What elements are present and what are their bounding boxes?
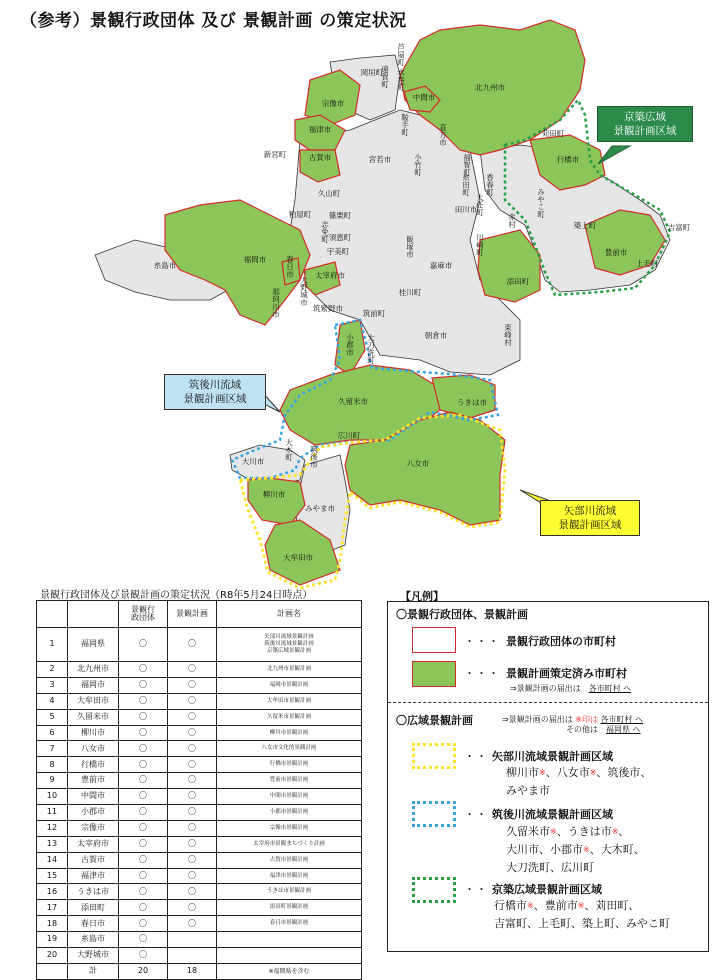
row-plan-name: 福津市景観計画 — [217, 868, 362, 884]
municipality-label: 直方市 — [438, 123, 448, 146]
table-row — [37, 900, 362, 916]
municipality-label: 糸島市 — [153, 261, 177, 270]
table-row — [37, 662, 362, 678]
legend-dots-plan: ・・・ — [464, 667, 500, 680]
row-name: 宗像市 — [68, 820, 119, 836]
row-plan: 〇 — [168, 836, 217, 852]
municipality-label: 嘉麻市 — [429, 261, 453, 270]
municipality-label: 行橋市 — [556, 155, 580, 164]
legend-dots-chikugo: ・・・ — [464, 808, 500, 821]
table-row — [37, 948, 362, 964]
table-row — [37, 836, 362, 852]
row-no: 11 — [37, 805, 68, 821]
municipality-label: 福智町 — [462, 153, 472, 176]
row-admin-body: 〇 — [119, 900, 168, 916]
note1-prefix: ⇒景観計画の届出は — [510, 684, 581, 693]
area-ukiha — [432, 375, 495, 418]
mark-asterisk: ※ — [611, 827, 619, 836]
row-admin-body: 〇 — [119, 948, 168, 964]
row-no: 12 — [37, 820, 68, 836]
row-plan: 〇 — [168, 805, 217, 821]
note2-prefix: ⇒景観計画の届出は — [502, 715, 573, 724]
row-no: 10 — [37, 789, 68, 805]
row-plan: 〇 — [168, 900, 217, 916]
page-title: （参考）景観行政団体 及び 景観計画 の策定状況 — [20, 11, 407, 31]
row-name: 福岡県 — [68, 628, 119, 662]
municipality-label: みやこ町 — [536, 188, 546, 218]
row-plan-name: 宗像市景観計画 — [217, 820, 362, 836]
row-name: 久留米市 — [68, 709, 119, 725]
swatch-admin — [412, 627, 456, 653]
keichiku-members-line2: 吉富町、上毛町、築上町、みやこ町 — [494, 917, 670, 930]
municipality-label: 岡垣町 — [360, 68, 384, 77]
municipality-label: 小竹町 — [413, 153, 423, 176]
municipality-label: 太宰府市 — [315, 271, 345, 280]
note2-link: 各市町村 へ — [600, 715, 644, 724]
row-admin-body: 〇 — [119, 916, 168, 932]
row-plan — [168, 932, 217, 948]
row-plan: 〇 — [168, 741, 217, 757]
row-no: 17 — [37, 900, 68, 916]
row-plan-name: 久留米市景観計画 — [217, 709, 362, 725]
row-plan-name — [217, 948, 362, 964]
municipality-label: 古賀市 — [308, 153, 332, 162]
status-table — [36, 600, 362, 980]
municipality-label: 中間市 — [412, 93, 436, 102]
row-admin-body: 〇 — [119, 662, 168, 678]
table-row — [37, 789, 362, 805]
legend-chikugo-title: 筑後川流域景観計画区域 — [492, 808, 613, 821]
municipality-label: 香春町 — [485, 173, 495, 196]
mark-asterisk: ※ — [527, 901, 534, 910]
table-header-row — [37, 601, 362, 628]
header-no — [37, 601, 68, 628]
municipality-label: 芦屋町 — [396, 43, 406, 66]
row-no: 18 — [37, 916, 68, 932]
table-row — [37, 820, 362, 836]
chikugo-members-line1: 久留米市※、うきは市※、 — [506, 825, 630, 838]
mark-asterisk: ※ — [589, 768, 597, 777]
municipality-label: 広川町 — [337, 431, 361, 440]
row-admin-body: 〇 — [119, 677, 168, 693]
municipality-label: 宇美町 — [326, 247, 350, 256]
row-admin-body: 〇 — [119, 805, 168, 821]
row-plan: 〇 — [168, 884, 217, 900]
municipality-label: 新宮町 — [263, 150, 287, 159]
row-plan: 〇 — [168, 789, 217, 805]
keichiku-members-line1: 行橋市※、豊前市※、苅田町、 — [494, 899, 640, 912]
municipality-label: 筑紫野市 — [313, 304, 343, 313]
row-admin-body: 〇 — [119, 773, 168, 789]
municipality-label: 大刀洗町 — [366, 334, 376, 364]
row-plan-name: 柳川市景観計画 — [217, 725, 362, 741]
legend-yabe-members — [506, 764, 651, 800]
row-plan: 〇 — [168, 868, 217, 884]
row-no: 1 — [37, 628, 68, 662]
table-row — [37, 725, 362, 741]
row-plan-name: 豊前市景観計画 — [217, 773, 362, 789]
callout-chikugo: 筑後川流域 景観計画区域 — [164, 374, 266, 410]
row-admin-body: 〇 — [119, 852, 168, 868]
municipality-label: 福岡市 — [243, 255, 267, 264]
municipality-label: 上毛町 — [635, 259, 659, 268]
row-no: 13 — [37, 836, 68, 852]
municipality-label: 宗像市 — [321, 99, 345, 108]
row-admin-body: 〇 — [119, 868, 168, 884]
swatch-keichiku — [412, 877, 456, 903]
legend-section1-title: 〇景観行政団体、景観計画 — [396, 608, 528, 621]
municipality-label: 大牟田市 — [283, 553, 313, 562]
municipality-label: 北九州市 — [475, 83, 505, 92]
area-soeda — [478, 230, 540, 302]
municipality-label: 桂川町 — [398, 288, 422, 297]
header-plan-name: 計画名 — [217, 601, 362, 628]
mark-asterisk: ※ — [550, 827, 557, 836]
row-plan-name: 福岡市景観計画 — [217, 677, 362, 693]
swatch-yabe — [412, 743, 456, 769]
row-no: 16 — [37, 884, 68, 900]
note2b-prefix: その他は — [566, 725, 598, 734]
legend-chikugo-members — [506, 823, 645, 877]
row-name: 福津市 — [68, 868, 119, 884]
row-no: 19 — [37, 932, 68, 948]
legend-keichiku-members — [494, 897, 670, 933]
legend-separator — [388, 702, 708, 703]
legend — [387, 601, 709, 952]
yabe-members-line2: みやま市 — [506, 784, 550, 797]
row-name: 福岡市 — [68, 677, 119, 693]
row-admin-body: 〇 — [119, 628, 168, 662]
municipality-label: 筑後市 — [309, 445, 319, 468]
municipality-label: 苅田町 — [541, 129, 565, 138]
municipality-label: 志免町 — [320, 220, 330, 243]
row-admin-body: 〇 — [119, 820, 168, 836]
municipality-label: 八女市 — [406, 459, 430, 468]
yabe-members-line1: 柳川市※、八女市※、筑後市、 — [506, 766, 652, 779]
swatch-chikugo — [412, 801, 456, 827]
table-row — [37, 884, 362, 900]
legend-dots-admin: ・・・ — [464, 635, 500, 648]
table-row — [37, 916, 362, 932]
row-plan: 〇 — [168, 709, 217, 725]
municipality-label: 田川市 — [454, 205, 478, 214]
table-row — [37, 693, 362, 709]
municipality-label: 筑前町 — [362, 309, 386, 318]
municipality-label: 遠賀町 — [380, 65, 390, 88]
total-plan: 18 — [168, 963, 217, 979]
pointer-keichiku — [598, 146, 630, 164]
row-name: 添田町 — [68, 900, 119, 916]
municipality-label: 粕屋町 — [288, 210, 312, 219]
row-plan: 〇 — [168, 852, 217, 868]
municipality-label: 久山町 — [317, 189, 341, 198]
municipality-label: 那珂川市 — [271, 288, 281, 318]
note1-link: 各市町村 へ — [588, 684, 632, 693]
row-admin-body: 〇 — [119, 789, 168, 805]
row-plan-name: うきは市景観計画 — [217, 884, 362, 900]
total-no — [37, 963, 68, 979]
legend-note2b — [566, 724, 641, 735]
row-no: 3 — [37, 677, 68, 693]
municipality-label: 春日市 — [285, 255, 295, 278]
row-plan: 〇 — [168, 773, 217, 789]
row-no: 5 — [37, 709, 68, 725]
table-title: 景観行政団体及び景観計画の策定状況（R8年5月24日時点） — [40, 590, 313, 601]
row-plan: 〇 — [168, 725, 217, 741]
municipality-label: 豊前市 — [604, 248, 628, 257]
row-admin-body: 〇 — [119, 884, 168, 900]
row-name: 柳川市 — [68, 725, 119, 741]
municipality-label: みやま市 — [305, 504, 335, 513]
row-no: 15 — [37, 868, 68, 884]
chikugo-members-line2: 大川市、小郡市※、大木町、 — [506, 843, 645, 856]
municipality-label: 朝倉市 — [424, 331, 448, 340]
total-label: 計 — [68, 963, 119, 979]
legend-admin-label: 景観行政団体の市町村 — [506, 635, 616, 648]
row-plan: 〇 — [168, 693, 217, 709]
row-name: 北九州市 — [68, 662, 119, 678]
row-no: 2 — [37, 662, 68, 678]
row-plan-name: 北九州市景観計画 — [217, 662, 362, 678]
legend-dots-keichiku: ・・・ — [464, 883, 500, 896]
header-plan: 景観計画 — [168, 601, 217, 628]
row-name: 糸島市 — [68, 932, 119, 948]
row-plan: 〇 — [168, 677, 217, 693]
row-plan: 〇 — [168, 757, 217, 773]
row-admin-body: 〇 — [119, 757, 168, 773]
row-name: 行橋市 — [68, 757, 119, 773]
row-no: 14 — [37, 852, 68, 868]
table-row — [37, 741, 362, 757]
legend-section2-title: 〇広域景観計画 — [396, 714, 473, 727]
mark-asterisk: ※ — [577, 901, 585, 910]
table-row — [37, 757, 362, 773]
callout-keichiku: 京築広域 景観計画区域 — [597, 106, 693, 142]
row-no: 4 — [37, 693, 68, 709]
row-name: 古賀市 — [68, 852, 119, 868]
municipality-label: 宮若市 — [368, 155, 392, 164]
swatch-plan — [412, 661, 456, 687]
municipality-label: 水巻町 — [396, 68, 406, 91]
row-plan-name: 矢部川流域景観計画 筑後川流域景観計画 京築広域景観計画 — [217, 628, 362, 662]
row-plan-name: 中間市景観計画 — [217, 789, 362, 805]
note2b-link: 福岡県 へ — [606, 725, 641, 734]
municipality-label: 糸田町 — [461, 173, 471, 196]
legend-yabe-title: 矢部川流域景観計画区域 — [492, 750, 613, 763]
row-no: 7 — [37, 741, 68, 757]
row-plan-name: 大牟田市景観計画 — [217, 693, 362, 709]
table-row — [37, 628, 362, 662]
municipality-label: 久留米市 — [338, 397, 368, 406]
row-plan-name: 太宰府市景観まちづくり計画 — [217, 836, 362, 852]
table-row — [37, 709, 362, 725]
mark-asterisk: ※ — [539, 768, 546, 777]
municipality-label: 大任町 — [475, 193, 485, 216]
row-no: 20 — [37, 948, 68, 964]
row-name: 春日市 — [68, 916, 119, 932]
table-row — [37, 677, 362, 693]
row-name: 小郡市 — [68, 805, 119, 821]
municipality-label: 篠栗町 — [328, 211, 352, 220]
legend-dots-yabe: ・・・ — [464, 750, 500, 763]
row-plan: 〇 — [168, 628, 217, 662]
table-row — [37, 852, 362, 868]
table-body — [37, 628, 362, 964]
row-plan-name: 添田町景観計画 — [217, 900, 362, 916]
row-name: 太宰府市 — [68, 836, 119, 852]
municipality-label: 築上町 — [573, 221, 597, 230]
legend-keichiku-title: 京築広域景観計画区域 — [492, 883, 602, 896]
row-name: うきは市 — [68, 884, 119, 900]
row-admin-body: 〇 — [119, 741, 168, 757]
row-plan-name: 春日市景観計画 — [217, 916, 362, 932]
mark-asterisk: ※ — [583, 845, 590, 854]
row-name: 中間市 — [68, 789, 119, 805]
row-admin-body: 〇 — [119, 932, 168, 948]
municipality-label: 小郡市 — [345, 333, 355, 356]
legend-title: 【凡例】 — [400, 590, 444, 603]
table-row — [37, 805, 362, 821]
row-plan-name: 八女市文化的景観計画 — [217, 741, 362, 757]
table-row — [37, 773, 362, 789]
municipality-label: 鞍手町 — [400, 113, 410, 136]
row-admin-body: 〇 — [119, 709, 168, 725]
municipality-label: 東峰村 — [503, 323, 513, 346]
row-no: 8 — [37, 757, 68, 773]
row-admin-body: 〇 — [119, 725, 168, 741]
municipality-label: 川崎町 — [475, 233, 485, 256]
row-name: 大野城市 — [68, 948, 119, 964]
legend-note1 — [510, 683, 631, 694]
table-total-row — [37, 963, 362, 979]
row-plan-name: 行橋市景観計画 — [217, 757, 362, 773]
total-note: ※福岡県を含む — [217, 963, 362, 979]
municipality-label: 吉富町 — [667, 223, 691, 232]
municipality-label: 須恵町 — [328, 233, 352, 242]
municipality-label: 大野城市 — [299, 276, 309, 306]
row-plan-name: 古賀市景観計画 — [217, 852, 362, 868]
municipality-label: 大木町 — [284, 438, 294, 461]
row-name: 豊前市 — [68, 773, 119, 789]
municipality-label: 大川市 — [241, 457, 265, 466]
header-name — [68, 601, 119, 628]
legend-plan-label: 景観計画策定済み市町村 — [506, 667, 627, 680]
total-body: 20 — [119, 963, 168, 979]
row-plan-name — [217, 932, 362, 948]
header-admin-body: 景観行 政団体 — [119, 601, 168, 628]
row-no: 9 — [37, 773, 68, 789]
municipality-label: 柳川市 — [262, 490, 286, 499]
callout-yabe: 矢部川流域 景観計画区域 — [540, 500, 640, 536]
row-plan: 〇 — [168, 820, 217, 836]
municipality-label: 飯塚市 — [405, 235, 415, 258]
row-no: 6 — [37, 725, 68, 741]
row-plan-name: 小郡市景観計画 — [217, 805, 362, 821]
row-plan — [168, 948, 217, 964]
municipality-label: 赤村 — [507, 213, 517, 228]
row-plan: 〇 — [168, 662, 217, 678]
row-admin-body: 〇 — [119, 836, 168, 852]
row-name: 大牟田市 — [68, 693, 119, 709]
municipality-label: 福津市 — [308, 125, 332, 134]
municipality-label: 添田町 — [506, 277, 530, 286]
chikugo-members-line3: 大刀洗町、広川町 — [506, 861, 594, 874]
row-plan: 〇 — [168, 916, 217, 932]
table-row — [37, 932, 362, 948]
municipality-label: うきは市 — [457, 398, 487, 407]
table-row — [37, 868, 362, 884]
row-name: 八女市 — [68, 741, 119, 757]
row-admin-body: 〇 — [119, 693, 168, 709]
note2-mark: ※印は — [575, 715, 598, 724]
